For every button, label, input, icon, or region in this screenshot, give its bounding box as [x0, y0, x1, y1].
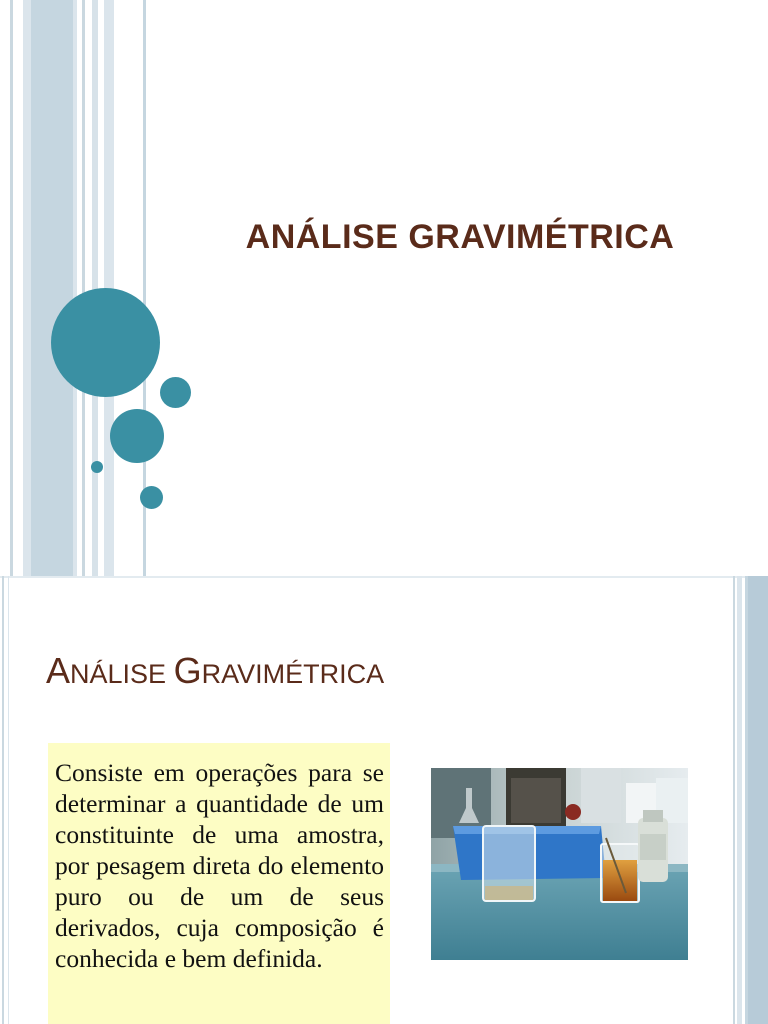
decor-stripe — [733, 576, 735, 1024]
decor-circle-small — [160, 377, 191, 408]
decor-stripe — [23, 0, 31, 576]
decor-stripe — [31, 0, 73, 576]
decor-stripe — [85, 0, 92, 576]
decor-stripe — [748, 576, 768, 1024]
decor-stripe — [737, 576, 742, 1024]
slide-heading: ANÁLISE GRAVIMÉTRICA — [46, 650, 385, 691]
decor-circle-small — [140, 486, 163, 509]
decor-stripe — [13, 0, 23, 576]
decor-circle-dot — [91, 461, 103, 473]
decor-stripe — [0, 0, 10, 576]
decor-top-line — [0, 576, 768, 578]
decor-circle-large — [51, 288, 160, 397]
decor-stripe — [8, 576, 9, 1024]
definition-text: Consiste em operações para se determinar a quantidade de um constituinte de uma amostra, por pesagem direta do elemento puro ou de um de seus derivados, cuja composição é conhecida e bem definida. — [48, 743, 390, 1024]
decor-circle-medium — [110, 409, 164, 463]
content-slide — [0, 576, 768, 1024]
decor-stripe — [2, 576, 4, 1024]
laboratory-beakers-photo — [431, 768, 688, 960]
slide-title: ANÁLISE GRAVIMÉTRICA — [245, 218, 675, 256]
